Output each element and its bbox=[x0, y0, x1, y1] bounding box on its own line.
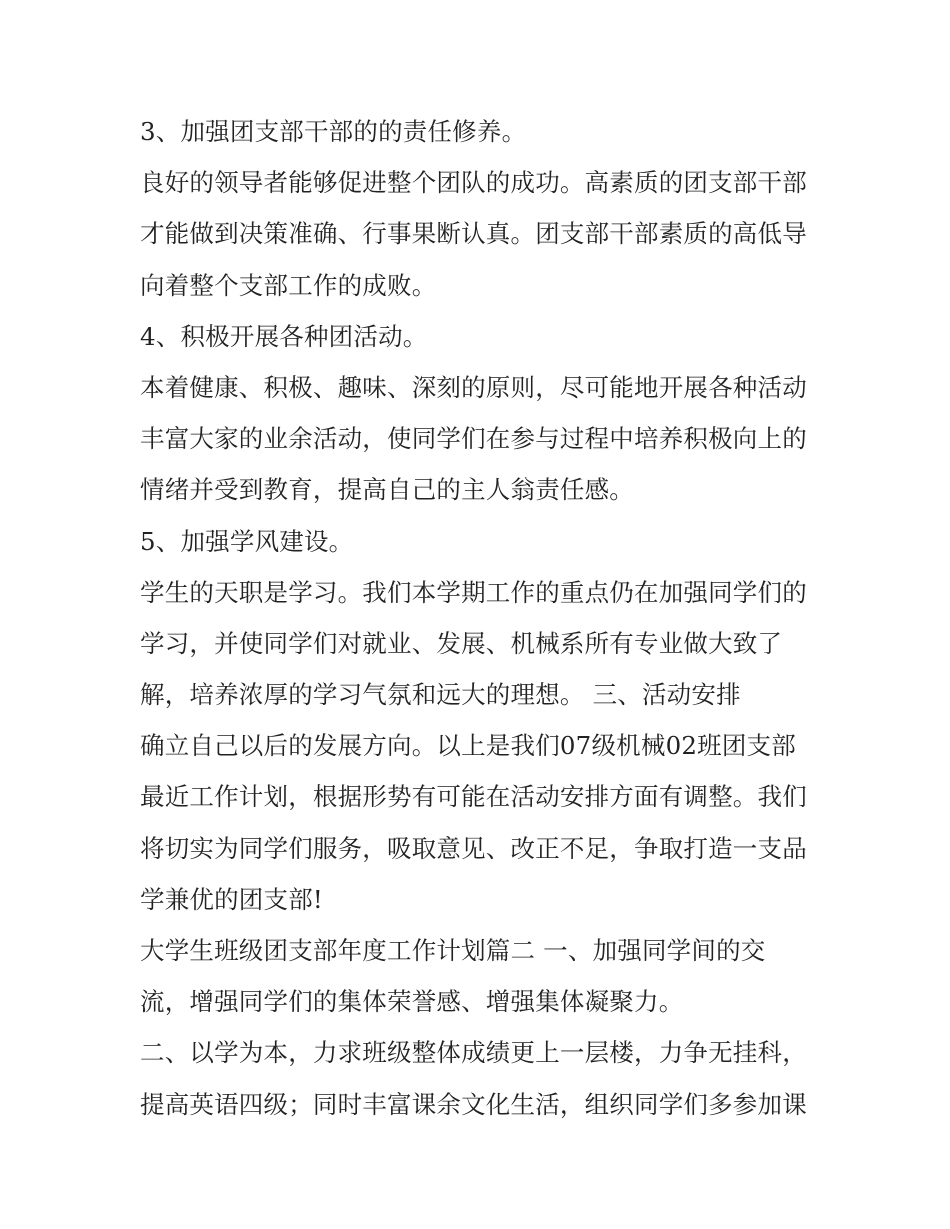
text-line: 向着整个支部工作的成败。 bbox=[140, 270, 437, 300]
text-line: 二、以学为本，力求班级整体成绩更上一层楼，力争无挂科， bbox=[140, 1038, 807, 1068]
text-line: 情绪并受到教育，提高自己的主人翁责任感。 bbox=[140, 475, 634, 505]
text-line: 3、加强团支部干部的的责任修养。 bbox=[140, 117, 527, 146]
text-line: 4、积极开展各种团活动。 bbox=[140, 321, 428, 351]
text-line: 学生的天职是学习。我们本学期工作的重点仍在加强同学们的 bbox=[140, 577, 807, 607]
text-line: 将切实为同学们服务，吸取意见、改正不足，争取打造一支品 bbox=[140, 833, 807, 863]
text-line: 学习，并使同学们对就业、发展、机械系所有专业做大致了 bbox=[140, 628, 783, 658]
document-body bbox=[140, 106, 830, 1130]
text-line: 丰富大家的业余活动，使同学们在参与过程中培养积极向上的 bbox=[140, 424, 807, 454]
text-line: 提高英语四级；同时丰富课余文化生活，组织同学们多参加课 bbox=[140, 1089, 807, 1119]
text-line: 最近工作计划，根据形势有可能在活动安排方面有调整。我们 bbox=[140, 782, 807, 812]
text-line: 解，培养浓厚的学习气氛和远大的理想。 三、活动安排 bbox=[140, 680, 741, 710]
text-line: 流，增强同学们的集体荣誉感、增强集体凝聚力。 bbox=[140, 987, 684, 1017]
text-line: 大学生班级团支部年度工作计划篇二 一、加强同学间的交 bbox=[140, 936, 766, 965]
text-line: 确立自己以后的发展方向。以上是我们07级机械02班团支部 bbox=[140, 731, 796, 761]
text-line: 才能做到决策准确、行事果断认真。团支部干部素质的高低导 bbox=[140, 219, 807, 249]
text-line: 本着健康、积极、趣味、深刻的原则，尽可能地开展各种活动 bbox=[140, 372, 807, 402]
text-line: 5、加强学风建设。 bbox=[140, 526, 354, 556]
text-line: 学兼优的团支部! bbox=[140, 884, 323, 914]
text-line: 良好的领导者能够促进整个团队的成功。高素质的团支部干部 bbox=[140, 168, 807, 198]
